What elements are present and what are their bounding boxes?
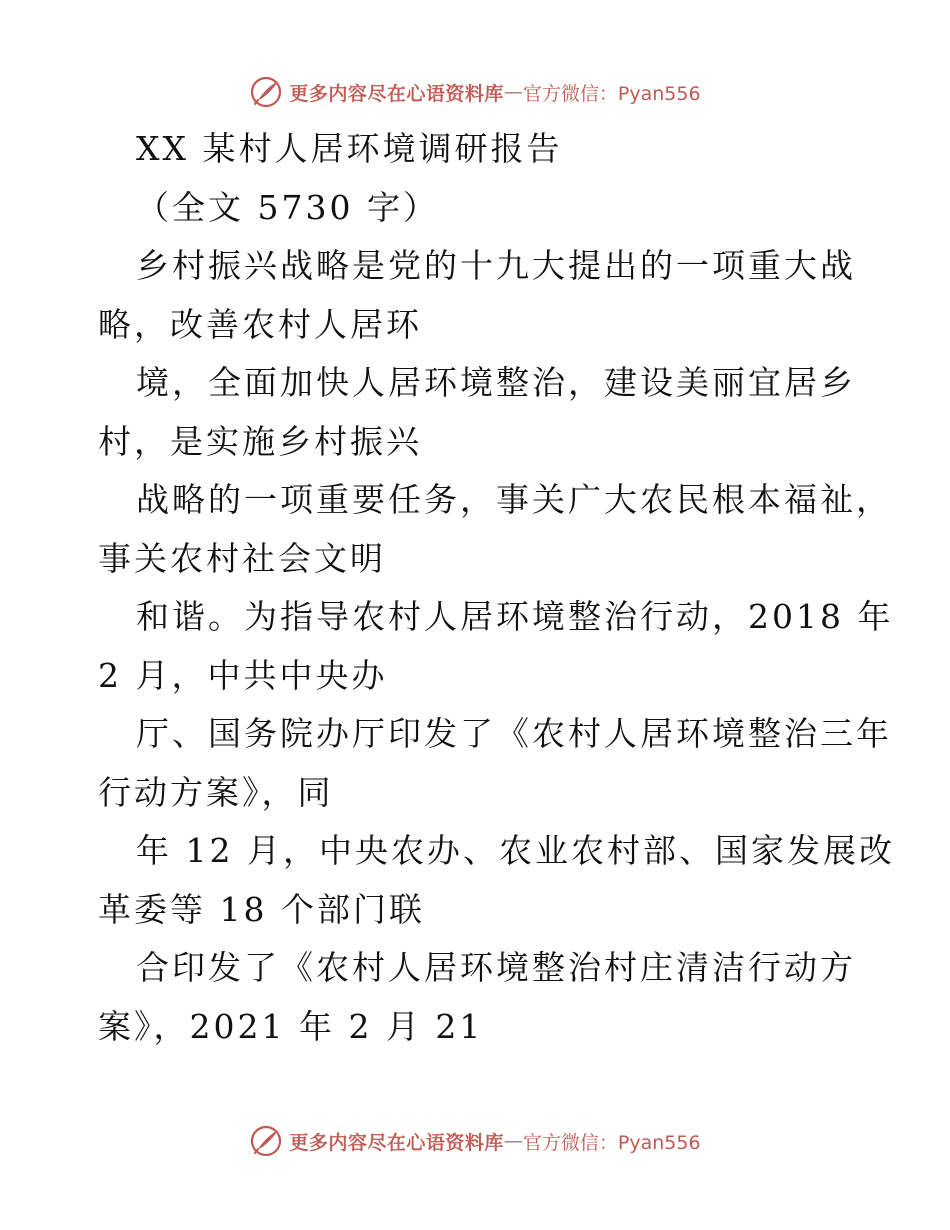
watermark-separator: — [503, 1130, 523, 1152]
text-line: 和谐。为指导农村人居环境整治行动，2018 年 [136, 597, 894, 636]
text-line: 2 月，中共中央办 [98, 655, 388, 695]
watermark-brand: 更多内容尽在心语资料库 [289, 1131, 504, 1154]
word-count: （全文 5730 字） [136, 187, 439, 227]
text-line: 事关农村社会文明 [98, 538, 386, 578]
header-watermark [0, 72, 950, 112]
text-line: 厅、国务院办厅印发了《农村人居环境整治三年 [136, 714, 892, 753]
text-line: 战略的一项重要任务，事关广大农民根本福祉， [136, 480, 892, 519]
text-line: 境，全面加快人居环境整治，建设美丽宜居乡 [136, 363, 856, 402]
document-title: XX 某村人居环境调研报告 [136, 129, 563, 168]
text-line: 行动方案》，同 [98, 772, 334, 812]
text-line: 略，改善农村人居环 [98, 304, 422, 344]
text-line: 案》，2021 年 2 月 21 [98, 1006, 484, 1046]
quill-logo-icon [249, 75, 283, 109]
watermark-separator: — [503, 81, 523, 103]
text-line: 合印发了《农村人居环境整治村庄清洁行动方 [136, 948, 856, 987]
text-line: 村，是实施乡村振兴 [98, 421, 422, 461]
text-line: 革委等 18 个部门联 [98, 889, 425, 929]
text-line: 乡村振兴战略是党的十九大提出的一项重大战 [136, 246, 856, 285]
watermark-contact: 官方微信：Pyan556 [522, 82, 701, 105]
quill-logo-icon [249, 1124, 283, 1158]
text-line: 年 12 月，中央农办、农业农村部、国家发展改 [136, 831, 895, 870]
footer-watermark [0, 1121, 950, 1161]
watermark-brand: 更多内容尽在心语资料库 [289, 82, 504, 105]
watermark-contact: 官方微信：Pyan556 [522, 1131, 701, 1154]
document-body [98, 120, 895, 1056]
